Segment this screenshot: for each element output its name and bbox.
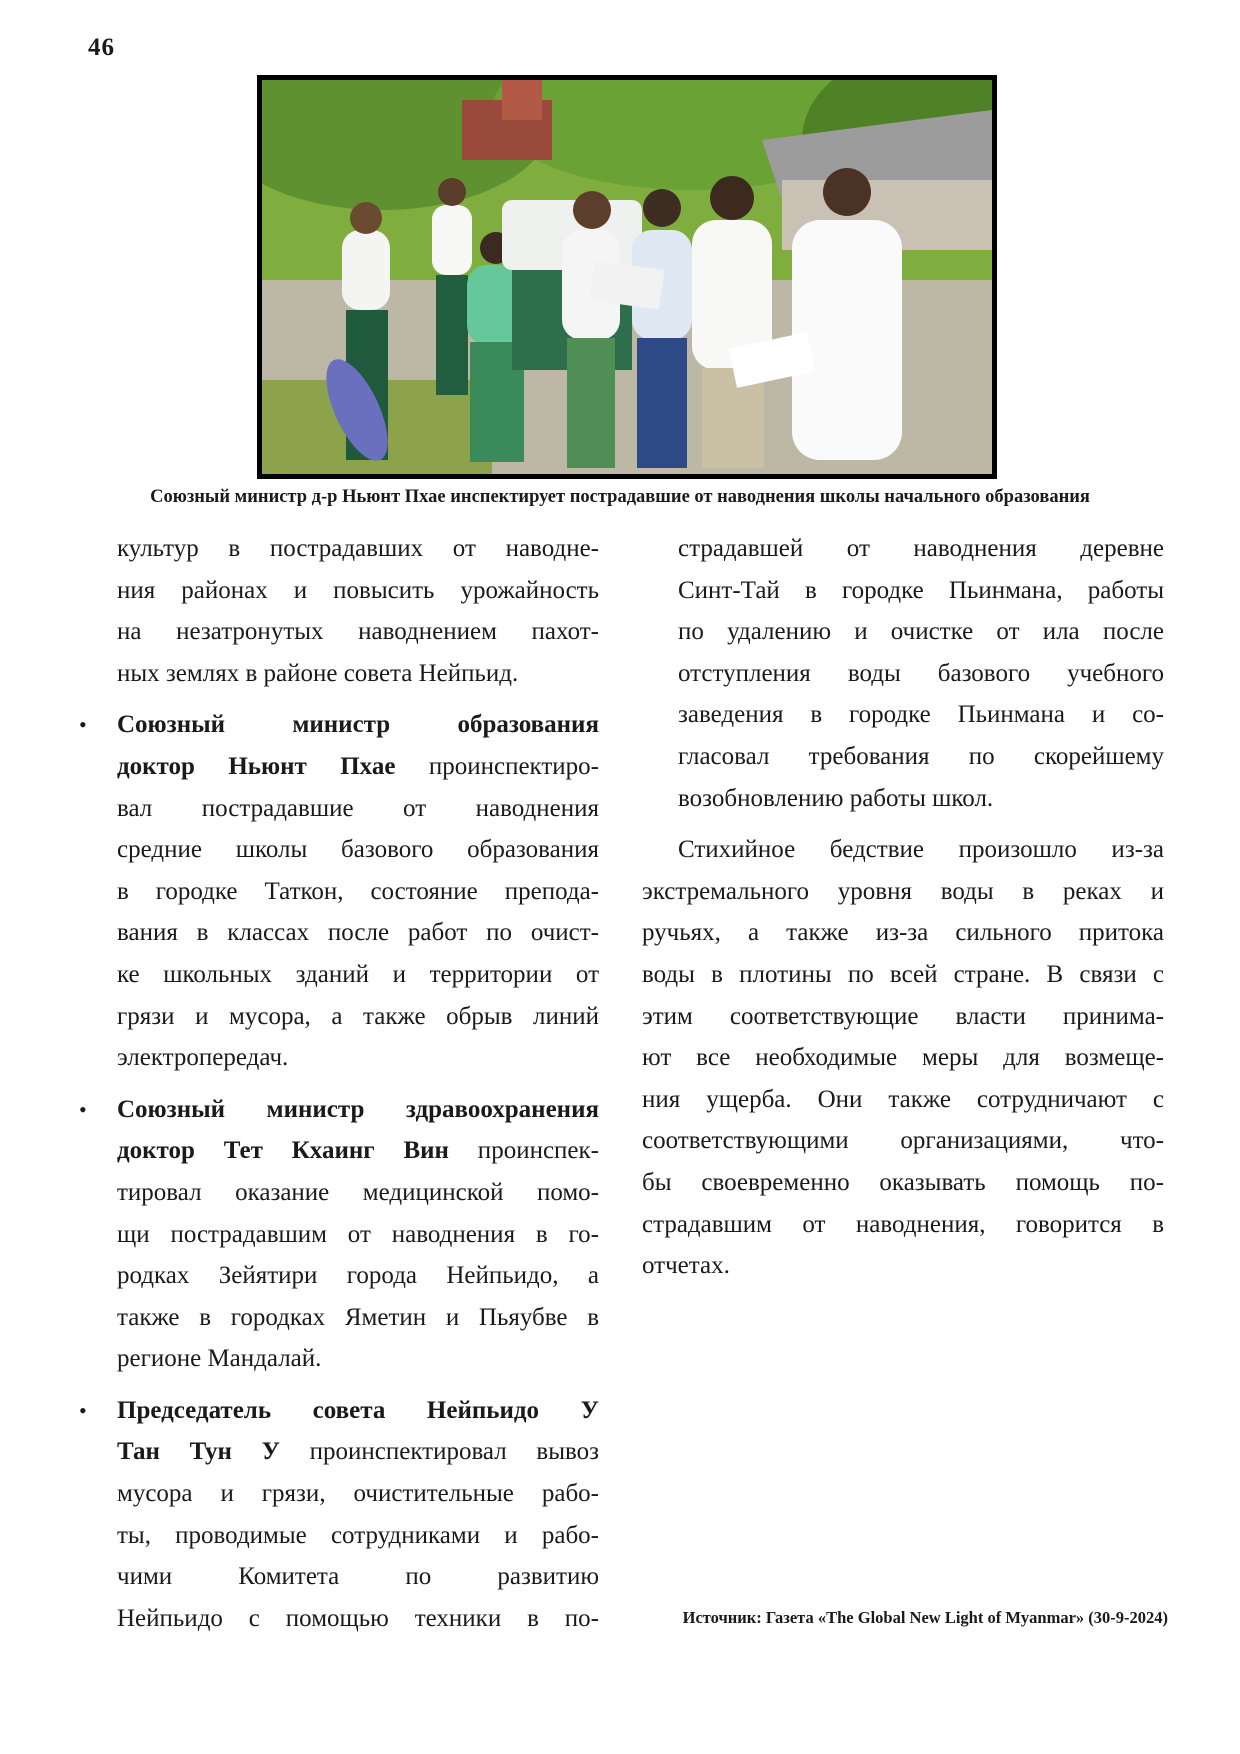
bullet-icon: • bbox=[79, 712, 87, 738]
text-line: в городке Таткон, состояние препода- bbox=[117, 877, 599, 905]
text-line: электропередач. bbox=[117, 1044, 289, 1072]
text-line: заведения в городке Пьинмана и со- bbox=[678, 701, 1164, 729]
plain-text: проинспектировал вывоз bbox=[279, 1438, 599, 1466]
photo-illustration bbox=[262, 80, 992, 474]
text-line: средние школы базового образования bbox=[117, 836, 599, 864]
text-line bbox=[117, 1130, 599, 1172]
text-line: родках Зейятири города Нейпьидо, а bbox=[117, 1262, 599, 1290]
text-line: ручьях, а также из-за сильного притока bbox=[642, 919, 1164, 947]
text-line: ных землях в районе совета Нейпьид. bbox=[117, 659, 519, 687]
plain-text: проинспек- bbox=[448, 1137, 599, 1165]
text-line: Синт-Тай в городке Пьинмана, работы bbox=[678, 576, 1164, 604]
text-line: чими Комитета по развитию bbox=[117, 1563, 599, 1591]
text-line: бы своевременно оказывать помощь по- bbox=[642, 1168, 1164, 1196]
text-line: ют все необходимые меры для возмеще- bbox=[642, 1044, 1164, 1072]
text-line: этим соответствующие власти принима- bbox=[642, 1002, 1164, 1030]
bullet-icon: • bbox=[79, 1397, 87, 1423]
text-line: вал пострадавшие от наводнения bbox=[117, 794, 599, 822]
bold-text: Тан Тун У bbox=[117, 1438, 280, 1466]
text-line: вания в классах после работ по очист- bbox=[117, 919, 599, 947]
text-line: ния ущерба. Они также сотрудничают с bbox=[642, 1085, 1164, 1113]
intro-paragraph bbox=[117, 528, 599, 694]
photo-caption: Союзный министр д-р Ньюнт Пхае инспектирует пострадавшие от наводнения школы начального образования bbox=[150, 487, 1090, 507]
text-line: ния районах и повысить урожайность bbox=[117, 576, 599, 604]
text-line: отчетах. bbox=[642, 1252, 730, 1280]
text-line: возобновлению работы школ. bbox=[678, 784, 994, 812]
news-photo bbox=[257, 75, 997, 479]
bullet-item-education bbox=[79, 704, 599, 1078]
text-line: регионе Мандалай. bbox=[117, 1345, 322, 1373]
text-line: страдавшим от наводнения, говорится в bbox=[642, 1210, 1164, 1238]
text-line bbox=[117, 1089, 599, 1131]
text-line bbox=[117, 1431, 599, 1473]
text-line: тировал оказание медицинской помо- bbox=[117, 1178, 599, 1206]
text-line: экстремального уровня воды в реках и bbox=[642, 877, 1164, 905]
text-line: Стихийное бедствие произошло из-за bbox=[678, 836, 1164, 864]
left-column bbox=[79, 528, 599, 1639]
text-line: страдавшей от наводнения деревне bbox=[678, 535, 1164, 562]
text-line bbox=[117, 746, 599, 788]
text-line: отступления воды базового учебного bbox=[678, 659, 1164, 687]
text-line: ке школьных зданий и территории от bbox=[117, 960, 599, 988]
text-line: мусора и грязи, очистительные рабо- bbox=[117, 1480, 599, 1508]
text-line bbox=[117, 704, 599, 746]
source-credit: Источник: Газета «The Global New Light of Myanmar» (30-9-2024) bbox=[682, 1608, 1168, 1627]
text-line: грязи и мусора, а также обрыв линий bbox=[117, 1002, 599, 1030]
text-line: Нейпьидо с помощью техники в по- bbox=[117, 1604, 599, 1632]
bold-text: доктор Тет Кхаинг Вин bbox=[117, 1137, 449, 1165]
text-line: воды в плотины по всей стране. В связи с bbox=[642, 960, 1164, 988]
text-line: соответствующими организациями, что- bbox=[642, 1127, 1164, 1155]
text-line: по удалению и очистке от ила после bbox=[678, 618, 1164, 646]
right-column bbox=[642, 528, 1164, 1287]
bullet-icon: • bbox=[79, 1096, 87, 1122]
summary-paragraph bbox=[642, 829, 1164, 1287]
bullet-item-health bbox=[79, 1089, 599, 1380]
bold-text: Председатель совета Нейпьидо У bbox=[117, 1396, 599, 1424]
bold-text: доктор Ньюнт Пхае bbox=[117, 752, 396, 780]
text-line: ты, проводимые сотрудниками и рабо- bbox=[117, 1521, 599, 1549]
text-line: культур в пострадавших от наводне- bbox=[117, 535, 599, 562]
continuation-paragraph bbox=[642, 528, 1164, 819]
bold-text: Союзный министр образования bbox=[117, 711, 599, 739]
bold-text: Союзный министр здравоохранения bbox=[117, 1095, 599, 1123]
bullet-item-council bbox=[79, 1390, 599, 1640]
text-line: щи пострадавшим от наводнения в го- bbox=[117, 1220, 599, 1248]
text-line: также в городках Яметин и Пьяубве в bbox=[117, 1303, 599, 1331]
text-line bbox=[117, 1390, 599, 1432]
text-line: на незатронутых наводнением пахот- bbox=[117, 618, 599, 646]
page-number: 46 bbox=[88, 34, 115, 61]
plain-text: проинспектиро- bbox=[395, 752, 599, 780]
text-line: гласовал требования по скорейшему bbox=[678, 742, 1164, 770]
